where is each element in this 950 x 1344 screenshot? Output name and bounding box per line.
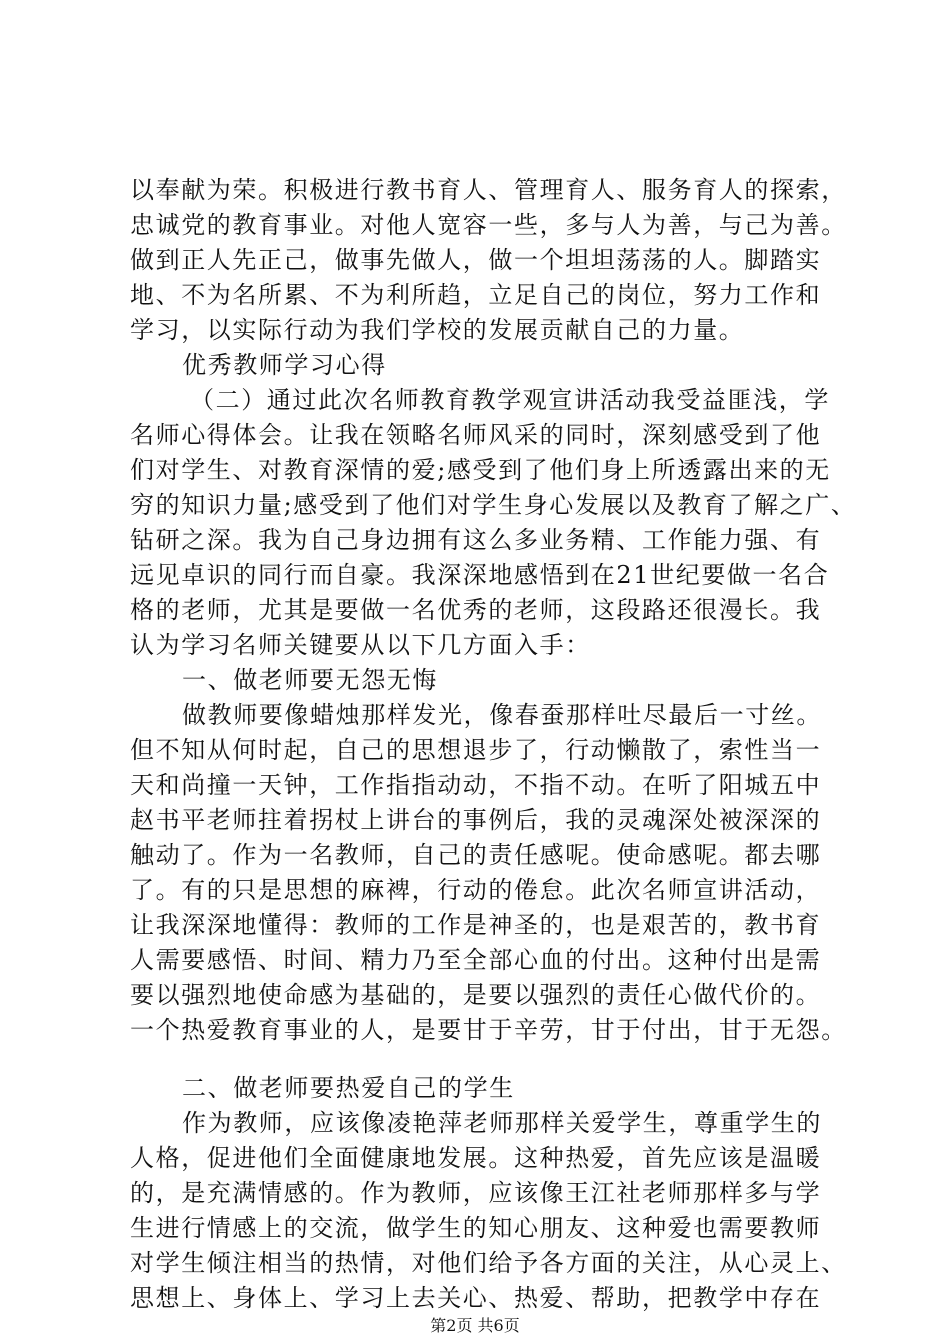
text-line: 人格，促进他们全面健康地发展。这种热爱，首先应该是温暖 [130, 1144, 822, 1172]
text-line: 地、不为名所累、不为利所趋，立足自己的岗位，努力工作和 [130, 281, 822, 309]
text-line: 触动了。作为一名教师，自己的责任感呢。使命感呢。都去哪 [130, 841, 822, 869]
text-line: 人需要感悟、时间、精力乃至全部心血的付出。这种付出是需 [130, 946, 822, 974]
text-line: 远见卓识的同行而自豪。我深深地感悟到在21世纪要做一名合 [130, 561, 830, 589]
text-line: 钻研之深。我为自己身边拥有这么多业务精、工作能力强、有 [130, 526, 822, 554]
text-line: 学习，以实际行动为我们学校的发展贡献自己的力量。 [130, 316, 745, 344]
text-line: 赵书平老师拄着拐杖上讲台的事例后，我的灵魂深处被深深的 [130, 806, 822, 834]
section-heading: 优秀教师学习心得 [182, 351, 387, 379]
text-line: 一个热爱教育事业的人，是要甘于辛劳，甘于付出，甘于无怨。 [130, 1016, 847, 1044]
text-line: 了。有的只是思想的麻裨，行动的倦怠。此次名师宣讲活动， [130, 876, 822, 904]
text-line: 格的老师，尤其是要做一名优秀的老师，这段路还很漫长。我 [130, 596, 822, 624]
section-heading: 二、做老师要热爱自己的学生 [182, 1074, 515, 1102]
text-line: 们对学生、对教育深情的爱;感受到了他们身上所透露出来的无 [130, 456, 831, 484]
text-line: 名师心得体会。让我在领略名师风采的同时，深刻感受到了他 [130, 421, 822, 449]
text-line: 但不知从何时起，自己的思想退步了，行动懒散了，索性当一 [130, 736, 822, 764]
section-heading: 一、做老师要无怨无悔 [182, 666, 438, 694]
text-line: 认为学习名师关键要从以下几方面入手： [130, 631, 591, 659]
text-line: （二）通过此次名师教育教学观宣讲活动我受益匪浅，学 [190, 386, 830, 414]
text-line: 天和尚撞一天钟，工作指指动动，不指不动。在听了阳城五中 [130, 771, 822, 799]
text-line: 做教师要像蜡烛那样发光，像春蚕那样吐尽最后一寸丝。 [182, 701, 822, 729]
text-line: 思想上、身体上、学习上去关心、热爱、帮助，把教学中存在 [130, 1284, 822, 1312]
text-line: 的，是充满情感的。作为教师，应该像王江社老师那样多与学 [130, 1179, 822, 1207]
page-footer: 第2页 共6页 [430, 1316, 520, 1335]
text-line: 作为教师，应该像凌艳萍老师那样关爱学生，尊重学生的 [182, 1109, 822, 1137]
text-line: 让我深深地懂得：教师的工作是神圣的，也是艰苦的，教书育 [130, 911, 822, 939]
text-line: 以奉献为荣。积极进行教书育人、管理育人、服务育人的探索， [130, 176, 847, 204]
text-line: 穷的知识力量;感受到了他们对学生身心发展以及教育了解之广、 [130, 491, 857, 519]
text-line: 要以强烈地使命感为基础的，是要以强烈的责任心做代价的。 [130, 981, 822, 1009]
text-line: 忠诚党的教育事业。对他人宽容一些，多与人为善，与己为善。 [130, 211, 847, 239]
text-line: 生进行情感上的交流，做学生的知心朋友、这种爱也需要教师 [130, 1214, 822, 1242]
text-line: 对学生倾注相当的热情，对他们给予各方面的关注，从心灵上、 [130, 1249, 847, 1277]
text-line: 做到正人先正己，做事先做人，做一个坦坦荡荡的人。脚踏实 [130, 246, 822, 274]
